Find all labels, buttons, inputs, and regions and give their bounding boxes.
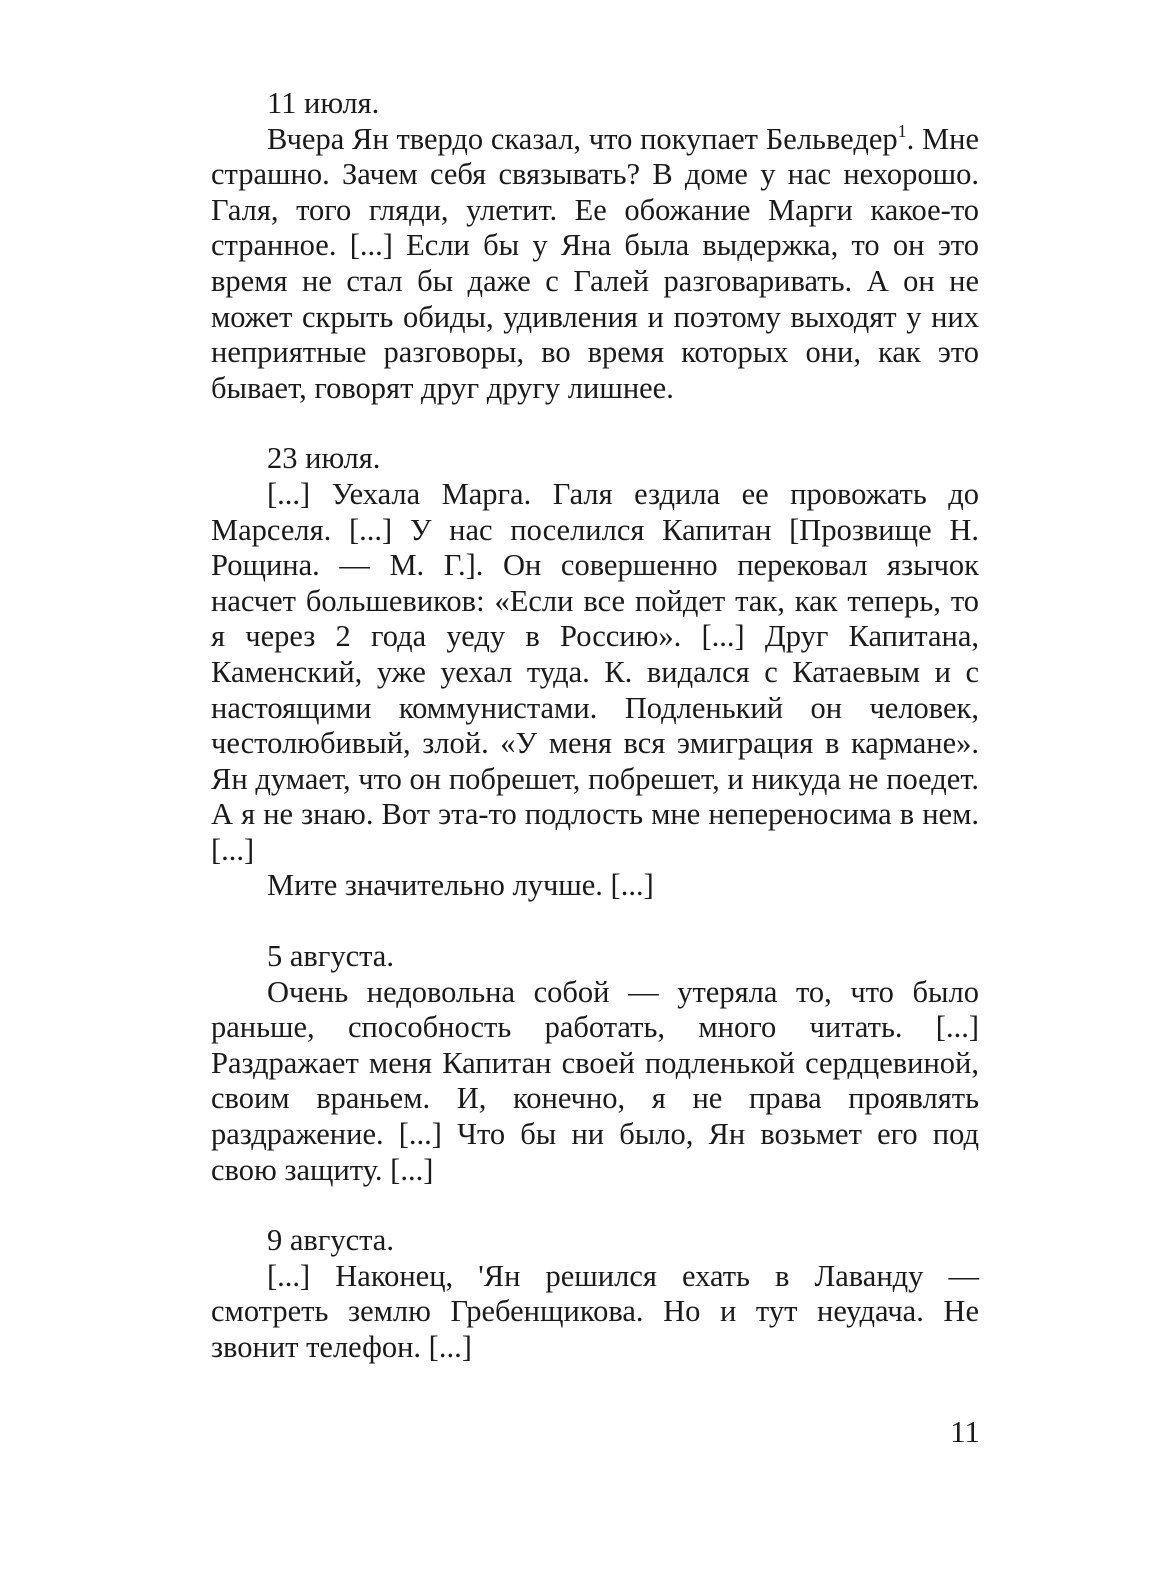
diary-entry-jul-11: [211, 86, 979, 406]
diary-text: [211, 86, 979, 1366]
paragraph-text-continued: . Мне страшно. Зачем себя связывать? В доме у нас нехорошо. Галя, того гляди, улетит. Ее обожание Марги какое-то странное. [...] Если бы у Яна была выдержка, то он это время не стал бы даже с Галей разговаривать. А он не может скрыть обиды, удивления и поэтому выходят у них неприятные разговоры, во время которых они, как это бывает, говорят друг другу лишнее.: [211, 121, 979, 405]
entry-paragraph: [211, 122, 979, 407]
entry-date: 23 июля.: [267, 441, 381, 476]
entry-date: 5 августа.: [267, 939, 394, 974]
diary-entry-aug-5: [211, 939, 979, 1188]
paragraph-text: Вчера Ян твердо сказал, что покупает Бельведер: [267, 121, 898, 156]
page-number: 11: [950, 1414, 980, 1449]
diary-entry-jul-23: [211, 441, 979, 904]
diary-entry-aug-9: [211, 1223, 979, 1365]
entry-paragraph: [...] Уехала Марга. Галя ездила ее провожать до Марселя. [...] У нас поселился Капитан [Прозвище Н. Рощина. — М. Г.]. Он совершенно перековал язычок насчет большевиков: «Если все пойдет так, как теперь, то я через 2 года уеду в Россию». [...] Друг Капитана, Каменский, уже уехал туда. К. видался с Катаевым и с настоящими коммунистами. Подленький он человек, честолюбивый, злой. «У меня вся эмиграция в кармане». Ян думает, что он побрешет, побрешет, и никуда не поедет. А я не знаю. Вот эта-то подлость мне непереносима в нем. [...]: [211, 476, 979, 867]
entry-paragraph: Мите значительно лучше. [...]: [267, 868, 654, 903]
entry-date: 11 июля.: [267, 86, 380, 120]
entry-paragraph: Очень недовольна собой — утеряла то, что было раньше, способность работать, много читать. [...] Раздражает меня Капитан своей подленькой сердцевиной, своим враньем. И, конечно, я не права проявлять раздражение. [...] Что бы ни было, Ян возьмет его под свою защиту. [...]: [211, 974, 979, 1187]
footnote-marker: 1: [897, 120, 907, 141]
entry-paragraph: [...] Наконец, 'Ян решился ехать в Лаванду — смотреть землю Гребенщикова. Но и тут неудача. Не звонит телефон. [...]: [211, 1258, 979, 1364]
entry-date: 9 августа.: [267, 1223, 394, 1258]
